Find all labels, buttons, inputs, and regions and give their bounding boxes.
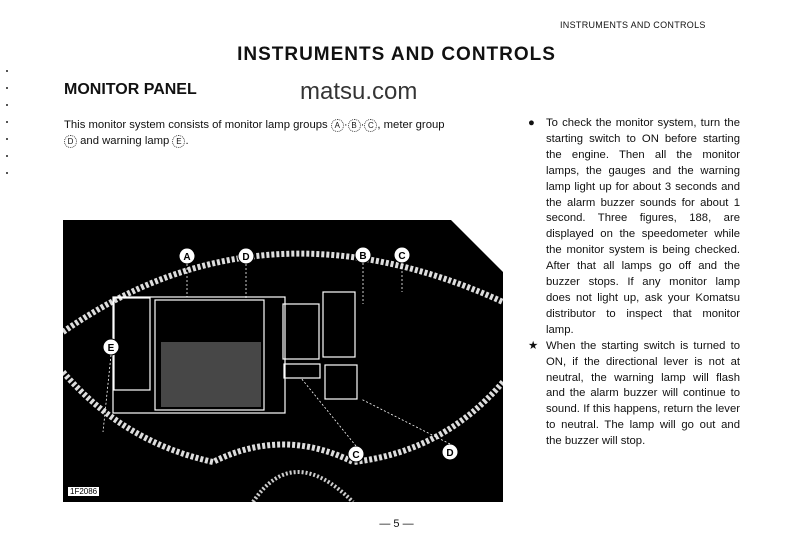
label-b: B xyxy=(348,119,361,132)
intro-text: , meter group xyxy=(377,119,445,131)
bullet-item xyxy=(528,116,740,339)
callout-c2 xyxy=(348,446,364,462)
label-e: E xyxy=(172,135,185,148)
margin-marks xyxy=(6,70,9,189)
svg-text:B: B xyxy=(359,251,367,262)
bullet-dot-icon: ● xyxy=(528,117,535,129)
svg-text:D: D xyxy=(242,252,250,263)
watermark: matsu.com xyxy=(300,78,418,105)
svg-text:C: C xyxy=(352,450,360,461)
bullet-item xyxy=(528,339,740,450)
intro-text: and warning lamp xyxy=(77,135,173,147)
notes-column xyxy=(528,116,740,450)
callout-e xyxy=(103,339,119,355)
svg-text:E: E xyxy=(107,343,115,354)
intro-text: . xyxy=(185,135,189,147)
callout-c xyxy=(394,247,410,263)
page-title: INSTRUMENTS AND CONTROLS xyxy=(237,44,556,65)
svg-text:D: D xyxy=(446,448,454,459)
svg-text:A: A xyxy=(183,252,191,263)
callout-b xyxy=(355,247,371,263)
figure-id: 1F2086 xyxy=(67,486,100,497)
page-number: — 5 — xyxy=(379,518,414,530)
bullet-text: To check the monitor system, turn the starting switch to ON before starting the engine. Then all the monitor lamps, the gauges and the warning lamp light up for about 3 seconds and the alarm buzzer sounds for about 1 second. Three figures, 188, are displayed on the speedometer while the monitor system is being checked. After that all lamps go off and the buzzer stops. If any monitor lamp does not light up, ask your Komatsu distributor to inspect that monitor lamp. xyxy=(546,117,740,336)
label-c: C xyxy=(364,119,377,132)
callout-d2 xyxy=(442,444,458,460)
intro-paragraph: This monitor system consists of monitor lamp groups A · B · C , meter group D and warning lamp E . xyxy=(64,119,445,147)
intro-text: This monitor system consists of monitor lamp groups xyxy=(64,119,331,131)
section-heading: MONITOR PANEL xyxy=(64,81,197,98)
star-icon: ★ xyxy=(528,339,539,352)
callout-a xyxy=(179,248,195,264)
running-head: INSTRUMENTS AND CONTROLS xyxy=(560,20,706,30)
label-d: D xyxy=(64,135,77,148)
bullet-text: When the starting switch is turned to ON, if the directional lever is not at neutral, the warning lamp will flash and the alarm buzzer will continue to sound. If this happens, return the lever to neutral. The lamp will go out and the buzzer will stop. xyxy=(546,339,740,448)
monitor-panel-photo xyxy=(63,212,503,502)
callout-d xyxy=(238,248,254,264)
label-a: A xyxy=(331,119,344,132)
svg-text:C: C xyxy=(398,251,406,262)
